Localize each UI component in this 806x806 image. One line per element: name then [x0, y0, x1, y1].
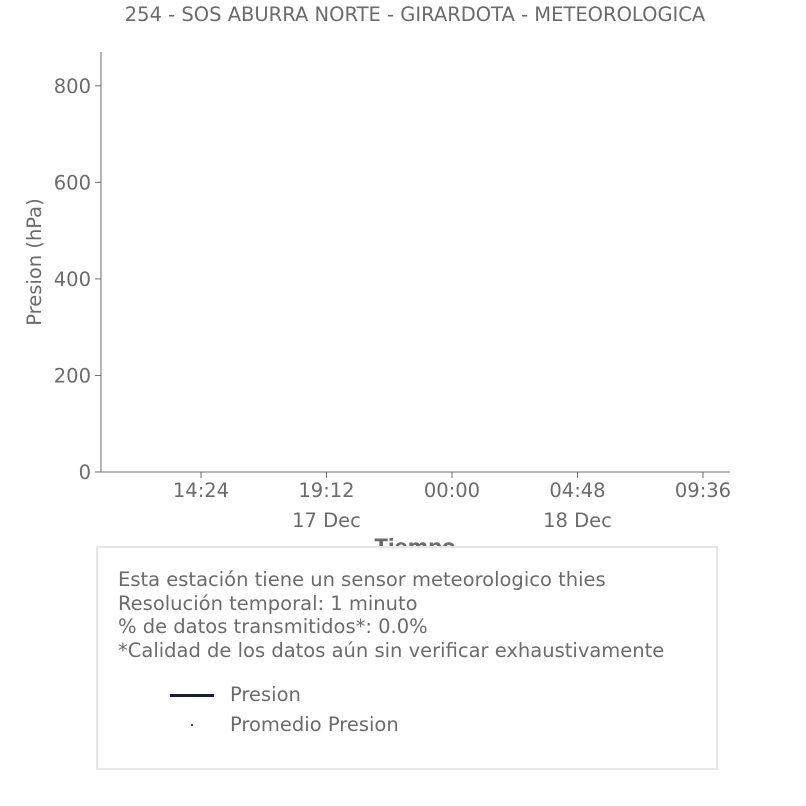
x-tick-label: 19:12 [298, 479, 355, 502]
y-tick-label: 600 [53, 171, 91, 195]
info-line-quality-note: *Calidad de los datos aún sin verificar exhaustivamente [118, 638, 665, 662]
x-ticks [173, 472, 731, 532]
x-tick-date-label: 18 Dec [543, 509, 612, 532]
legend-marker-swatch [191, 724, 193, 726]
info-line-resolution: Resolución temporal: 1 minuto [118, 591, 418, 615]
y-ticks [54, 75, 101, 484]
legend-line-swatch [170, 694, 214, 697]
y-tick-label: 200 [53, 364, 91, 388]
legend-label-promedio-presion: Promedio Presion [230, 713, 399, 736]
x-tick-label: 00:00 [423, 479, 481, 502]
info-line-transmitted: % de datos transmitidos*: 0.0% [118, 615, 428, 638]
y-axis-label: Presion (hPa) [23, 198, 46, 326]
y-tick-label: 800 [53, 74, 91, 98]
y-tick-label: 400 [53, 267, 91, 291]
legend-label-presion: Presion [230, 683, 301, 706]
info-line-sensor: Esta estación tiene un sensor meteorologico thies [118, 568, 606, 591]
info-text [118, 568, 664, 662]
x-tick-date-label: 17 Dec [292, 509, 361, 532]
y-tick-label: 0 [78, 461, 91, 484]
x-tick-label: 14:24 [172, 479, 230, 502]
plot-axes [101, 52, 730, 472]
x-tick-label: 09:36 [674, 479, 732, 502]
info-box [96, 546, 718, 770]
x-tick-label: 04:48 [549, 479, 606, 502]
chart-title: 254 - SOS ABURRA NORTE - GIRARDOTA - METEOROLOGICA [124, 3, 706, 26]
